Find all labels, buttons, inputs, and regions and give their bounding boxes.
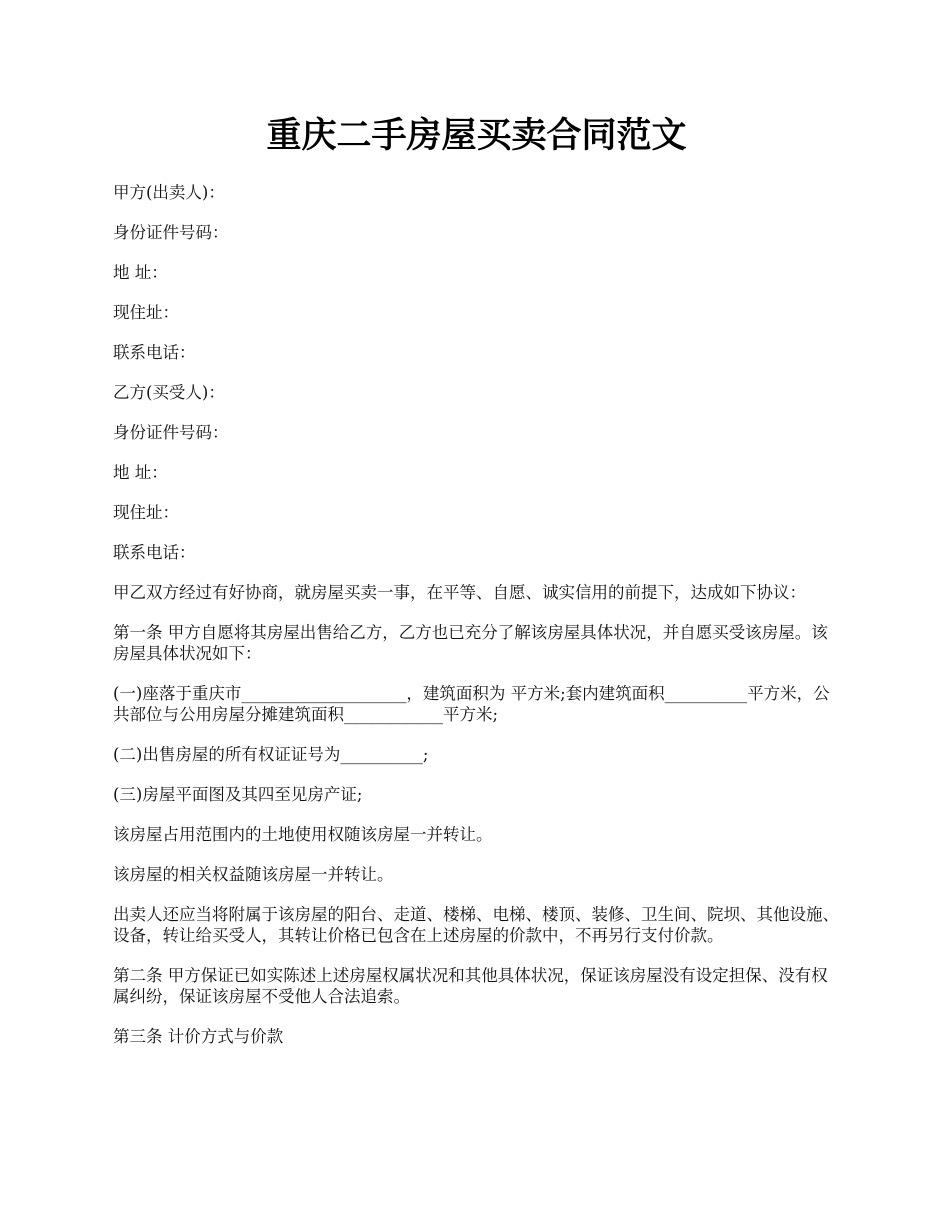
article-3-heading: 第三条 计价方式与价款 — [113, 1027, 284, 1046]
buyer-label: 乙方(买受人)： — [113, 383, 225, 402]
article-1-item-3: (三)房屋平面图及其四至见房产证; — [113, 785, 363, 804]
article-1: 第一条 甲方自愿将其房屋出售给乙方，乙方也已充分了解该房屋具体状况，并自愿买受该房屋。该房屋具体状况如下： — [113, 623, 828, 663]
buyer-current-address: 现住址： — [113, 503, 179, 522]
buyer-id-number: 身份证件号码： — [113, 423, 229, 442]
article-2: 第二条 甲方保证已如实陈述上述房屋权属状况和其他具体状况，保证该房屋没有设定担保、没有权属纠纷，保证该房屋不受他人合法追索。 — [113, 966, 828, 1006]
article-1-item-1: (一)座落于重庆市____________________，建筑面积为 平方米;套内建筑面积__________平方米，公共部位与公用房屋分摊建筑面积____________平方米; — [113, 684, 830, 724]
document-body — [113, 182, 840, 1047]
document-title: 重庆二手房屋买卖合同范文 — [266, 115, 687, 156]
buyer-address: 地 址： — [113, 463, 168, 482]
attached-facilities-clause: 出卖人还应当将附属于该房屋的阳台、走道、楼梯、电梯、楼顶、装修、卫生间、院坝、其他设施、设备，转让给买受人，其转让价格已包含在上述房屋的价款中，不再另行支付价款。 — [113, 905, 839, 945]
seller-current-address: 现住址： — [113, 303, 179, 322]
article-1-item-2: (二)出售房屋的所有权证证号为__________; — [113, 745, 429, 764]
buyer-phone: 联系电话： — [113, 543, 196, 562]
seller-id-number: 身份证件号码： — [113, 223, 229, 242]
seller-address: 地 址： — [113, 263, 168, 282]
seller-phone: 联系电话： — [113, 343, 196, 362]
seller-label: 甲方(出卖人)： — [113, 183, 225, 202]
related-rights-clause: 该房屋的相关权益随该房屋一并转让。 — [113, 865, 394, 884]
agreement-preamble: 甲乙双方经过有好协商，就房屋买卖一事，在平等、自愿、诚实信用的前提下，达成如下协议： — [113, 583, 806, 602]
land-use-right-clause: 该房屋占用范围内的土地使用权随该房屋一并转让。 — [113, 825, 493, 844]
